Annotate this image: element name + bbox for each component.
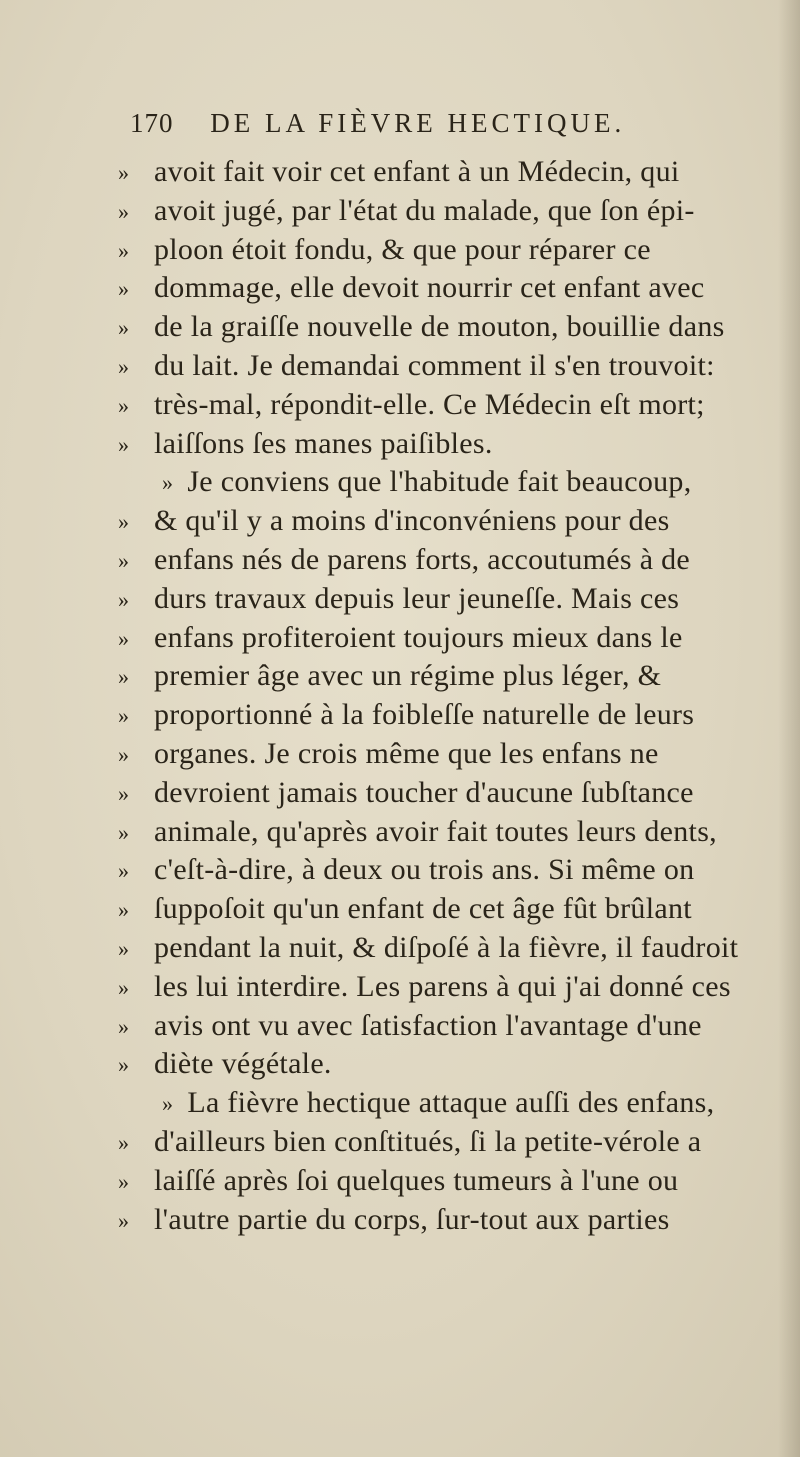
line-text: organes. Je crois même que les enfans ne [154, 736, 659, 770]
quotation-mark: » [118, 509, 130, 535]
line-text: proportionné à la foibleſſe naturelle de leurs [154, 698, 695, 732]
page-edge-shadow [778, 0, 800, 1457]
text-line [118, 813, 758, 852]
running-header [130, 108, 730, 144]
quotation-mark: » [118, 392, 130, 418]
text-line [118, 580, 758, 619]
quotation-mark: » [162, 470, 174, 496]
line-text: devroient jamais toucher d'aucune ſubſtance [154, 775, 694, 809]
quotation-mark: » [118, 858, 130, 884]
line-text: durs travaux depuis leur jeuneſſe. Mais ces [154, 581, 680, 615]
line-text: ſuppoſoit qu'un enfant de cet âge fût brûlant [154, 892, 692, 926]
line-text: enfans nés de parens forts, accoutumés à de [154, 542, 691, 576]
line-text: laiſſons ſes manes paiſibles. [154, 426, 493, 460]
quotation-mark: » [118, 625, 130, 651]
text-line [118, 1201, 758, 1240]
text-line [118, 890, 758, 929]
quotation-mark: » [118, 353, 130, 379]
text-line [118, 231, 758, 270]
text-line [118, 735, 758, 774]
line-text: pendant la nuit, & diſpoſé à la fièvre, il faudroit [154, 930, 739, 964]
quotation-mark: » [118, 1207, 130, 1233]
quotation-mark: » [118, 160, 130, 185]
line-text: ploon étoit fondu, & que pour réparer ce [154, 232, 651, 266]
line-text: très-mal, répondit-elle. Ce Médecin eſt mort; [154, 387, 705, 421]
line-text: La fièvre hectique attaque auſſi des enfans, [187, 1086, 715, 1120]
text-line [118, 774, 758, 813]
quotation-mark: » [118, 741, 130, 767]
text-line [118, 619, 758, 658]
text-line [118, 851, 758, 890]
line-text: avoit fait voir cet enfant à un Médecin, qui [154, 155, 680, 188]
quotation-mark: » [118, 1052, 130, 1078]
text-line [118, 308, 758, 347]
text-line [118, 192, 758, 231]
quotation-mark: » [162, 1091, 174, 1117]
line-text: d'ailleurs bien conſtitués, ſi la petite-vérole a [154, 1124, 702, 1158]
quotation-mark: » [118, 276, 130, 302]
line-text: diète végétale. [154, 1047, 332, 1081]
text-line [118, 425, 758, 464]
quotation-mark: » [118, 897, 130, 923]
quotation-mark: » [118, 237, 130, 263]
line-text: de la graiſſe nouvelle de mouton, bouillie dans [154, 310, 725, 344]
text-line [118, 696, 758, 735]
text-line [118, 929, 758, 968]
line-text: les lui interdire. Les parens à qui j'ai donné ces [154, 969, 731, 1003]
line-text: c'eſt-à-dire, à deux ou trois ans. Si même on [154, 853, 695, 887]
quotation-mark: » [118, 780, 130, 806]
line-text: laiſſé après ſoi quelques tumeurs à l'une ou [154, 1163, 679, 1197]
quotation-mark: » [118, 198, 130, 224]
text-line [118, 657, 758, 696]
text-line [118, 1123, 758, 1162]
line-text: l'autre partie du corps, ſur-tout aux parties [154, 1202, 670, 1236]
text-line [118, 463, 758, 502]
line-text: premier âge avec un régime plus léger, & [154, 659, 662, 693]
quotation-mark: » [118, 1168, 130, 1194]
text-line [118, 269, 758, 308]
quotation-mark: » [118, 431, 130, 457]
text-line [118, 1084, 758, 1123]
body-text [118, 153, 758, 1239]
quotation-mark: » [118, 1013, 130, 1039]
text-line [118, 502, 758, 541]
text-line [118, 347, 758, 386]
text-line [118, 1162, 758, 1201]
quotation-mark: » [118, 586, 130, 612]
quotation-mark: » [118, 315, 130, 341]
quotation-mark: » [118, 664, 130, 690]
quotation-mark: » [118, 703, 130, 729]
quotation-mark: » [118, 547, 130, 573]
line-text: dommage, elle devoit nourrir cet enfant avec [154, 271, 705, 305]
text-line [118, 968, 758, 1007]
quotation-mark: » [118, 1129, 130, 1155]
line-text: avoit jugé, par l'état du malade, que ſon épi- [154, 193, 695, 227]
text-line [118, 1007, 758, 1046]
running-title: DE LA FIÈVRE HECTIQUE. [210, 108, 626, 138]
line-text: enfans profiteroient toujours mieux dans le [154, 620, 683, 654]
page-number: 170 [130, 108, 174, 138]
line-text: Je conviens que l'habitude fait beaucoup, [187, 465, 692, 499]
text-line [118, 541, 758, 580]
line-text: avis ont vu avec ſatisfaction l'avantage d'une [154, 1008, 702, 1042]
text-line [118, 153, 758, 192]
quotation-mark: » [118, 935, 130, 961]
text-line [118, 386, 758, 425]
quotation-mark: » [118, 974, 130, 1000]
text-line [118, 1045, 758, 1084]
line-text: & qu'il y a moins d'inconvéniens pour des [154, 504, 670, 538]
line-text: animale, qu'après avoir fait toutes leurs dents, [154, 814, 717, 848]
quotation-mark: » [118, 819, 130, 845]
line-text: du lait. Je demandai comment il s'en trouvoit: [154, 348, 715, 382]
